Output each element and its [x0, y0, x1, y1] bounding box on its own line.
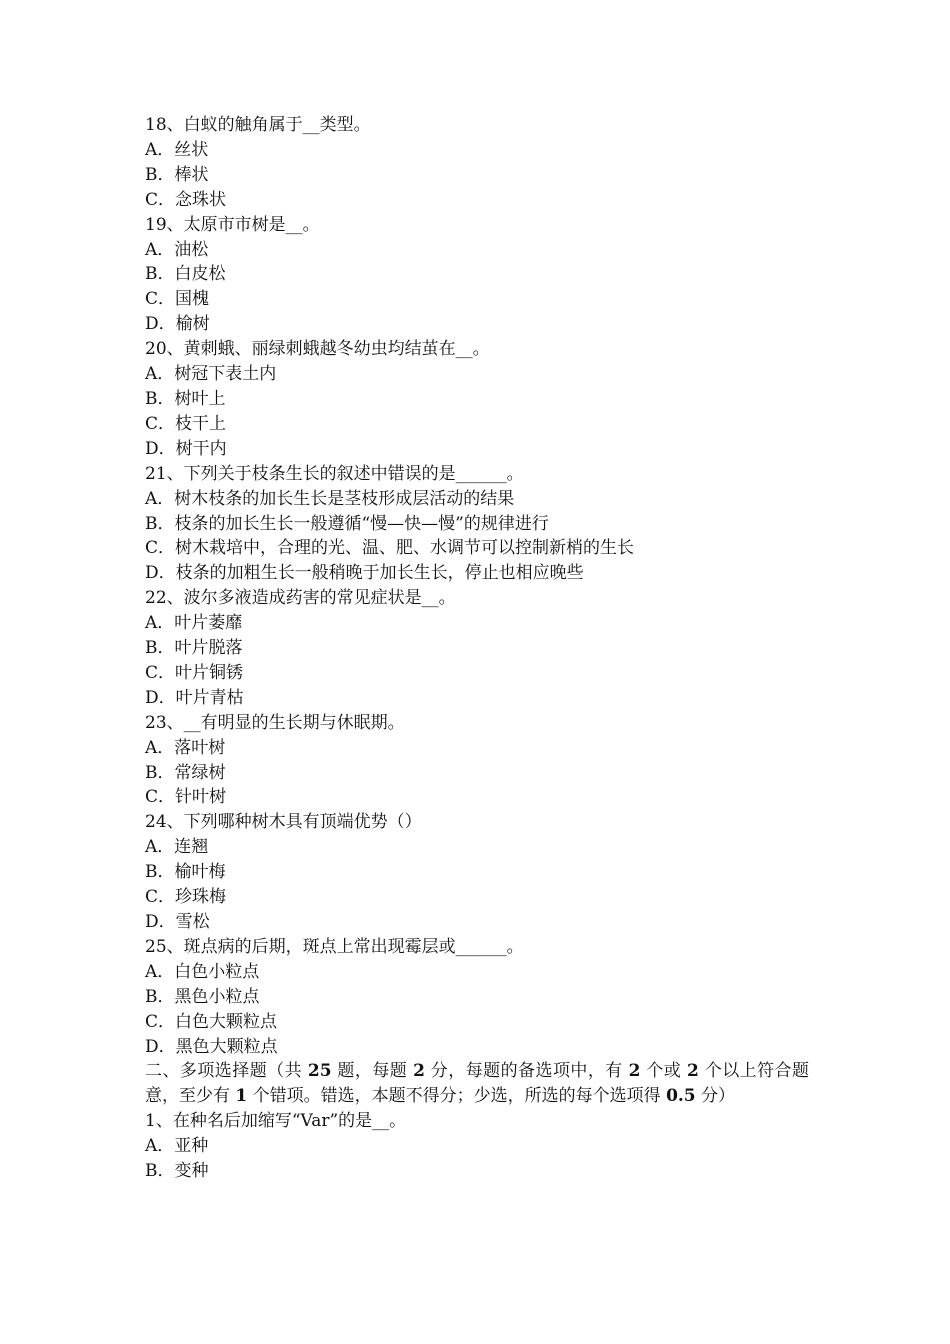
question-stem: 21、下列关于枝条生长的叙述中错误的是______。 — [145, 463, 524, 484]
option-a: A．连翘 — [145, 837, 209, 858]
question-stem: 1、在种名后加缩写“Var”的是__。 — [145, 1111, 407, 1132]
option-b: B．树叶上 — [145, 388, 226, 409]
option-c: C．珍珠梅 — [145, 887, 227, 908]
option-a: A．亚种 — [145, 1136, 209, 1157]
option-b: B．枝条的加长生长一般遵循“慢—快—慢”的规律进行 — [145, 513, 549, 534]
question-20 — [145, 337, 809, 462]
option-a: A．叶片萎靡 — [145, 613, 243, 634]
question-stem: 20、黄刺蛾、丽绿刺蛾越冬幼虫均结茧在__。 — [145, 339, 490, 360]
question-stem: 22、波尔多液造成药害的常见症状是__。 — [145, 588, 456, 609]
question-stem: 19、太原市市树是__。 — [145, 214, 320, 235]
option-b: B．榆叶梅 — [145, 862, 226, 883]
option-b: B．常绿树 — [145, 762, 226, 783]
question-18 — [145, 113, 809, 213]
option-a: A．树冠下表土内 — [145, 364, 277, 385]
multi-question-1 — [145, 1109, 809, 1184]
option-d: D．黑色大颗粒点 — [145, 1036, 278, 1057]
document-page — [145, 113, 809, 1184]
option-c: C．念珠状 — [145, 189, 227, 210]
section-heading-multiple-choice: 二、多项选择题（共 25 题，每题 2 分，每题的备选项中，有 2 个或 2 个以上符合题意，至少有 1 个错项。错选，本题不得分；少选，所选的每个选项得 0.5 分） — [145, 1061, 809, 1107]
question-23 — [145, 711, 809, 811]
option-c: C．树木栽培中，合理的光、温、肥、水调节可以控制新梢的生长 — [145, 538, 635, 559]
option-b: B．叶片脱落 — [145, 638, 243, 659]
question-stem: 25、斑点病的后期，斑点上常出现霉层或______。 — [145, 936, 524, 957]
option-c: C．针叶树 — [145, 787, 227, 808]
option-a: A．油松 — [145, 239, 209, 260]
question-stem: 18、白蚁的触角属于__类型。 — [145, 115, 371, 135]
question-25 — [145, 935, 809, 1060]
question-stem: 24、下列哪种树木具有顶端优势（） — [145, 812, 422, 833]
question-24 — [145, 810, 809, 935]
option-a: A．白色小粒点 — [145, 961, 260, 982]
option-a: A．落叶树 — [145, 737, 226, 758]
option-c: C．白色大颗粒点 — [145, 1011, 278, 1032]
option-d: D．枝条的加粗生长一般稍晚于加长生长，停止也相应晚些 — [145, 563, 584, 584]
option-b: B．变种 — [145, 1161, 209, 1182]
option-a: A．树木枝条的加长生长是茎枝形成层活动的结果 — [145, 488, 515, 509]
question-stem: 23、__有明显的生长期与休眠期。 — [145, 712, 405, 733]
option-d: D．雪松 — [145, 912, 210, 932]
option-b: B．黑色小粒点 — [145, 986, 260, 1007]
question-19 — [145, 213, 809, 338]
question-21 — [145, 462, 809, 587]
option-b: B．白皮松 — [145, 264, 226, 285]
question-22 — [145, 586, 809, 711]
option-d: D．树干内 — [145, 438, 227, 459]
option-c: C．枝干上 — [145, 413, 227, 434]
option-d: D．叶片青枯 — [145, 687, 244, 708]
option-a: A．丝状 — [145, 139, 209, 160]
option-c: C．国槐 — [145, 289, 210, 310]
option-d: D．榆树 — [145, 314, 210, 335]
option-b: B．棒状 — [145, 164, 209, 185]
option-c: C．叶片铜锈 — [145, 662, 244, 683]
